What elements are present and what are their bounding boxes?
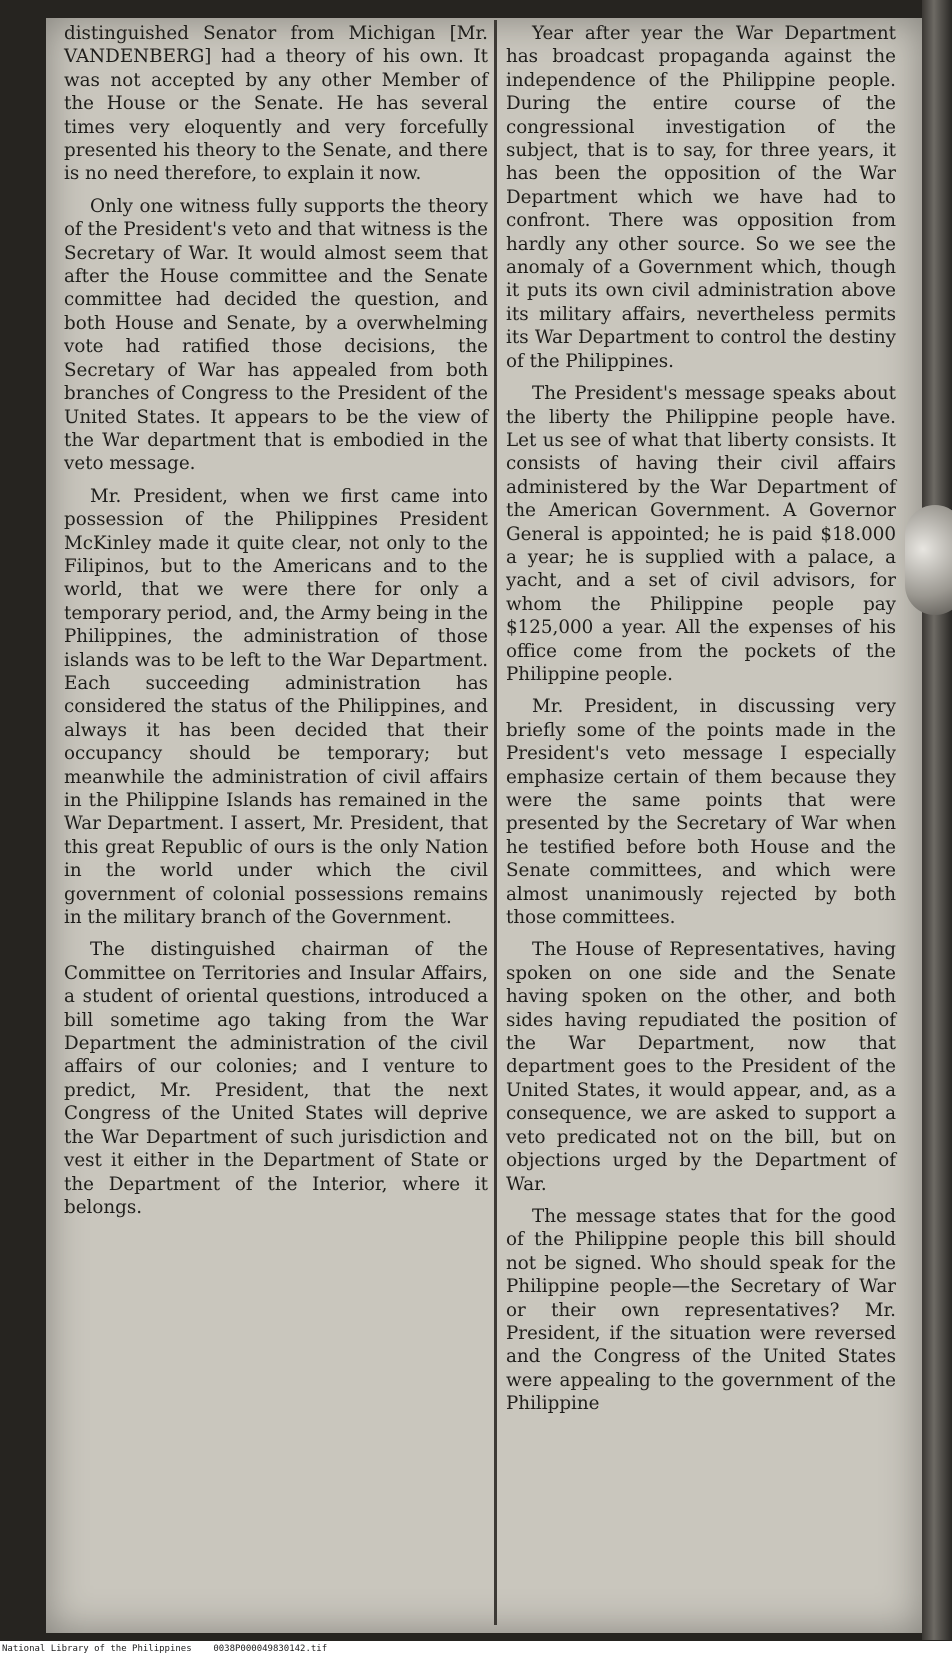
left-column bbox=[64, 22, 488, 1228]
scanner-clip bbox=[905, 505, 952, 615]
paragraph: The House of Representatives, having spoken on one side and the Senate having spoken on the other, and both sides having repudiated the position of the War Department, now that department goes to the President of the United States, it would appear, and, as a consequence, we are asked to support a veto predicated not on the bill, but on objections urged by the Department of War. bbox=[506, 939, 896, 1195]
paragraph: Mr. President, in discussing very briefly some of the points made in the President's veto message I especially emphasize certain of them because they were the same points that were presented by the Secretary of War when he testified before both House and the Senate committees, and which were almost unanimously rejected by both those committees. bbox=[506, 696, 896, 929]
paragraph: The message states that for the good of the Philippine people this bill should not be signed. Who should speak for the Philippine people—the Secretary of War or their own representatives? Mr. President, if the situation were reversed and the Congress of the United States were appealing to the government of the Philippine bbox=[506, 1205, 896, 1415]
paragraph: The distinguished chairman of the Committee on Territories and Insular Affairs, a student of oriental questions, introduced a bill sometime ago taking from the War Department the administration of the civil affairs of our colonies; and I venture to predict, Mr. President, that the next Congress of the United States will deprive the War Department of such jurisdiction and vest it either in the Department of State or the Department of the Interior, where it belongs. bbox=[64, 939, 488, 1218]
column-rule bbox=[494, 20, 497, 1625]
file-id: 0038P000049830142.tif bbox=[213, 1644, 328, 1654]
page-binding-edge bbox=[922, 0, 952, 1640]
paragraph: The President's message speaks about the liberty the Philippine people have. Let us see of what that liberty consists. It consists of having their civil affairs administered by the War Department of the American Government. A Governor General is appointed; he is paid $18.000 a year; he is supplied with a palace, a yacht, and a set of civil advisors, for whom the Philippine people pay $125,000 a year. All the expenses of his office come from the pockets of the Philippine people. bbox=[506, 383, 896, 685]
archive-label: National Library of the Philippines bbox=[2, 1644, 192, 1654]
paragraph: Year after year the War Department has broadcast propaganda against the independence of the Philippine people. During the entire course of the congressional investigation of the subject, that is to say, for three years, it has been the opposition of the War Department which we have had to confront. There was opposition from hardly any other source. So we see the anomaly of a Government which, though it puts its own civil administration above its military affairs, nevertheless permits its War Department to control the destiny of the Philippines. bbox=[506, 23, 896, 372]
paragraph: Mr. President, when we first came into possession of the Philippines President McKinley made it quite clear, not only to the Filipinos, but to the Americans and to the world, that we were there for only a temporary period, and, the Army being in the Philippines, the administration of those islands was to be left to the War Department. Each succeeding administration has considered the status of the Philippines, and always it has been decided that their occupancy should be temporary; but meanwhile the administration of civil affairs in the Philippine Islands has remained in the War Department. I assert, Mr. President, that this great Republic of ours is the only Nation in the world under which the civil government of colonial possessions remains in the military branch of the Government. bbox=[64, 485, 488, 929]
right-column bbox=[506, 22, 896, 1425]
paragraph: Only one witness fully supports the theory of the President's veto and that witness is the Secretary of War. It would almost seem that after the House committee and the Senate committee had decided the question, and both House and Senate, by a overwhelming vote had ratified those decisions, the Secretary of War has appealed from both branches of Congress to the President of the United States. It appears to be the view of the War department that is embodied in the veto message. bbox=[64, 195, 488, 475]
paragraph: distinguished Senator from Michigan [Mr. VANDENBERG] had a theory of his own. It was not accepted by any other Member of the House or the Senate. He has several times very eloquently and very forcefully presented his theory to the Senate, and there is no need therefore, to explain it now. bbox=[64, 23, 488, 185]
scan-footer bbox=[0, 1641, 952, 1658]
